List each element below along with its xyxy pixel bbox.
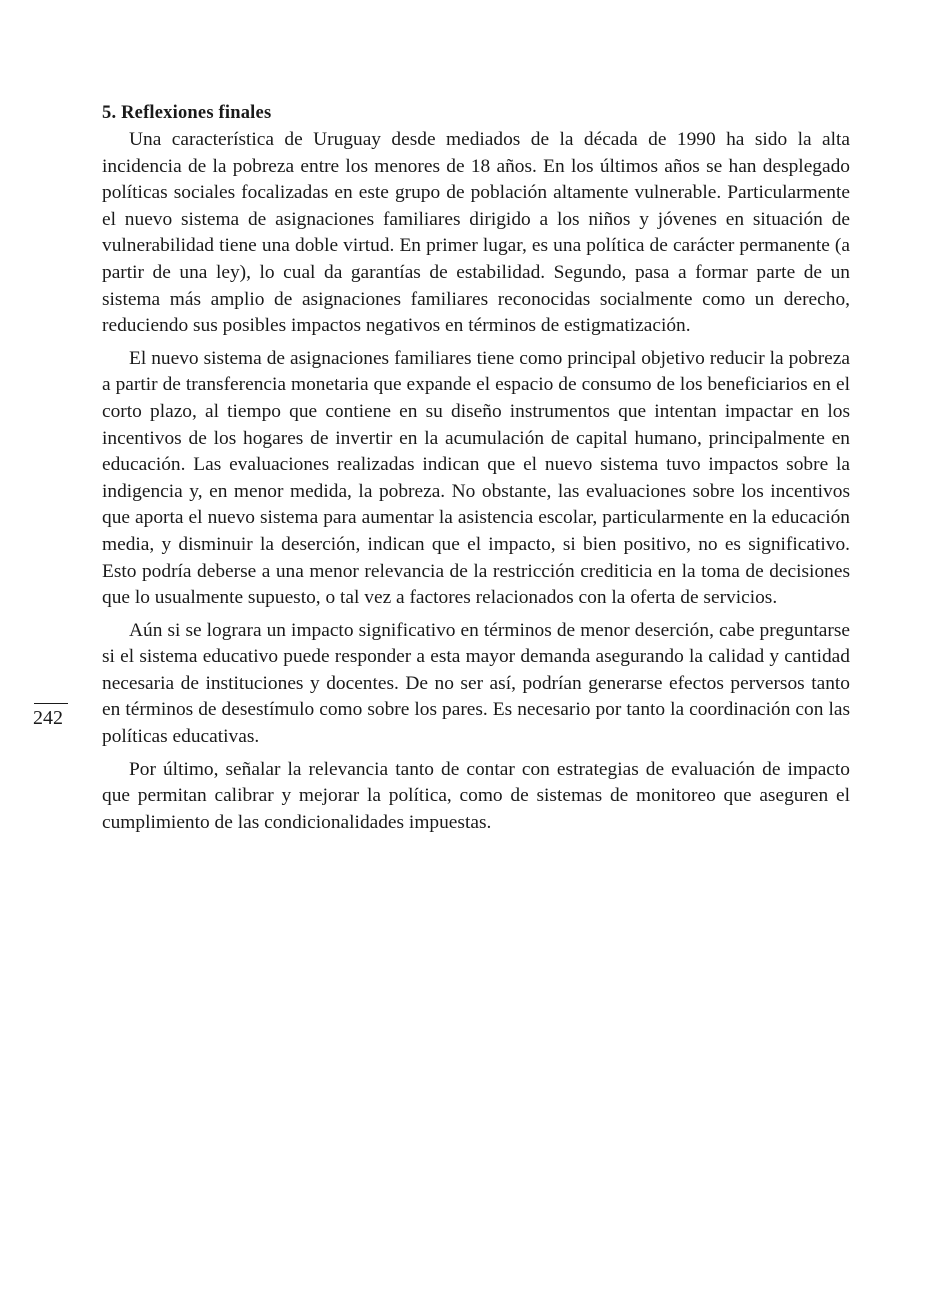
paragraph-2: El nuevo sistema de asignaciones familiares tiene como principal objetivo reducir la pobreza a partir de transferencia monetaria que expande el espacio de consumo de los beneficiarios en el corto plazo, al tiempo que contiene en su diseño instrumentos que intentan impactar en los incentivos de los hogares de invertir en la acumulación de capital humano, principalmente en educación. Las evaluaciones realizadas indican que el nuevo sistema tuvo impactos sobre la indigencia y, en menor medida, la pobreza. No obstante, las evaluaciones sobre los incentivos que aporta el nuevo sistema para aumentar la asistencia escolar, particularmente en la educación media, y disminuir la deserción, indican que el impacto, si bien positivo, no es significativo. Esto podría deberse a una menor relevancia de la restricción crediticia en la toma de decisiones que lo usualmente supuesto, o tal vez a factores relacionados con la oferta de servicios. <box>102 347 850 609</box>
paragraph-3: Aún si se lograra un impacto significativo en términos de menor deserción, cabe preguntarse si el sistema educativo puede responder a esta mayor demanda asegurando la calidad y cantidad necesaria de instituciones y docentes. De no ser así, podrían generarse efectos perversos tanto en términos de desestímulo como sobre los pares. Es necesario por tanto la coordinación con las políticas educativas. <box>102 619 850 748</box>
paragraph-1: Una característica de Uruguay desde mediados de la década de 1990 ha sido la alta incidencia de la pobreza entre los menores de 18 años. En los últimos años se han desplegado políticas sociales focalizadas en este grupo de población altamente vulnerable. Particularmente el nuevo sistema de asignaciones familiares dirigido a los niños y jóvenes en situación de vulnerabilidad tiene una doble virtud. En primer lugar, es una política de carácter permanente (a partir de una ley), lo cual da garantías de estabilidad. Segundo, pasa a formar parte de un sistema más amplio de asignaciones familiares reconocidas socialmente como un derecho, reduciendo sus posibles impactos negativos en términos de estigmatización. <box>102 129 850 337</box>
page-number-rule <box>34 703 68 704</box>
section-heading: 5. Reflexiones finales <box>102 103 272 123</box>
paragraph-4: Por último, señalar la relevancia tanto de contar con estrategias de evaluación de impacto que permitan calibrar y mejorar la política, como de sistemas de monitoreo que aseguren el cumplimiento de las condicionalidades impuestas. <box>102 758 850 833</box>
page-body <box>102 100 850 842</box>
page-number: 242 <box>33 707 63 729</box>
